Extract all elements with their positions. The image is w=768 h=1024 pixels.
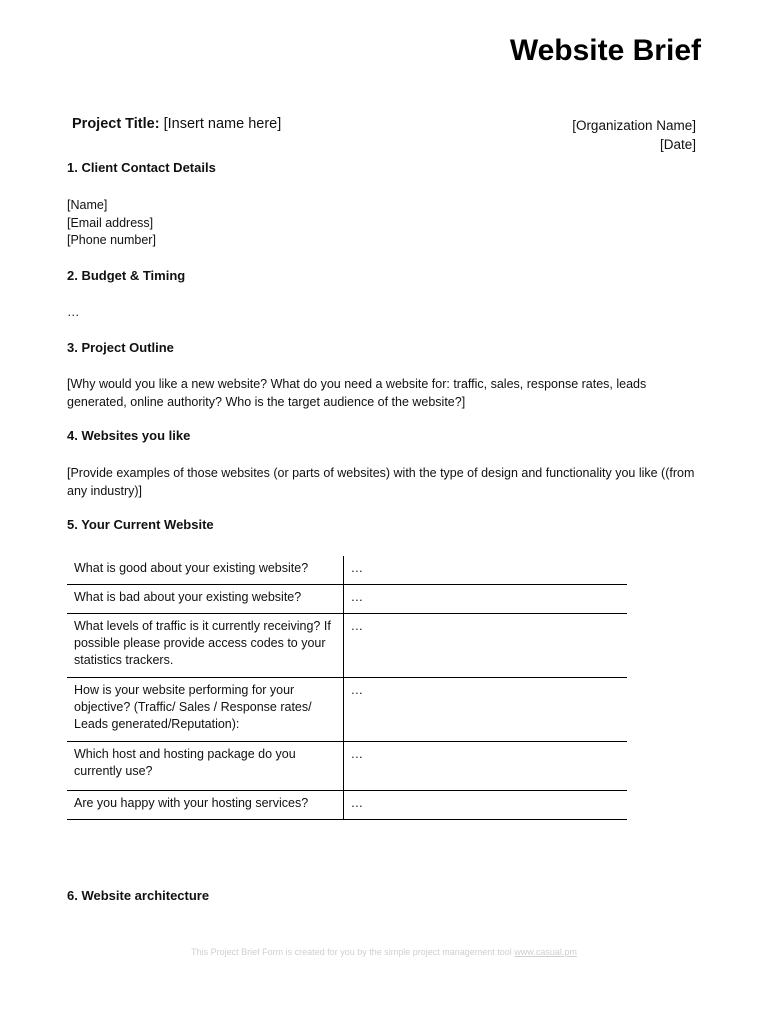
table-row	[67, 556, 627, 585]
table-question: How is your website performing for your objective? (Traffic/ Sales / Response rates/ Leads generated/Reputation):	[67, 678, 343, 742]
footer-text: This Project Brief Form is created for you by the simple project management tool	[191, 947, 512, 957]
organization-block	[572, 116, 696, 154]
table-row	[67, 585, 627, 614]
section-heading-client-contact: 1. Client Contact Details	[67, 160, 216, 175]
table-answer: …	[350, 561, 364, 575]
table-row	[67, 791, 627, 820]
table-question: What is bad about your existing website?	[67, 585, 343, 614]
table-answer: …	[350, 619, 364, 633]
table-answer: …	[350, 747, 364, 761]
section-heading-websites-you-like: 4. Websites you like	[67, 428, 191, 443]
document-date: [Date]	[659, 137, 696, 152]
project-title-line	[72, 116, 281, 132]
current-website-table	[67, 556, 627, 820]
document-title: Website Brief	[509, 34, 701, 67]
section-heading-current-website: 5. Your Current Website	[67, 517, 214, 532]
table-answer: …	[350, 590, 364, 604]
project-title-value: [Insert name here]	[163, 116, 282, 132]
table-answer: …	[350, 683, 364, 697]
organization-name: [Organization Name]	[572, 118, 696, 133]
table-row	[67, 678, 627, 742]
table-row	[67, 614, 627, 678]
table-question: What is good about your existing website?	[67, 556, 343, 585]
table-answer: …	[350, 796, 364, 810]
contact-phone: [Phone number]	[67, 233, 156, 247]
table-row	[67, 742, 627, 791]
section-heading-project-outline: 3. Project Outline	[67, 340, 174, 355]
footer-link[interactable]: www.casual.pm	[514, 947, 577, 957]
table-question: Which host and hosting package do you currently use?	[67, 742, 343, 791]
footer-note	[0, 947, 768, 957]
client-contact-details	[67, 197, 707, 250]
table-question: What levels of traffic is it currently receiving? If possible please provide access codes to your statistics trackers.	[67, 614, 343, 678]
websites-you-like-text: [Provide examples of those websites (or parts of websites) with the type of design and functionality you like ((from any industry)]	[67, 466, 695, 498]
section-heading-budget-timing: 2. Budget & Timing	[67, 268, 186, 283]
contact-email: [Email address]	[67, 215, 154, 230]
project-title-label: Project Title:	[72, 116, 160, 132]
contact-name: [Name]	[67, 198, 108, 212]
project-outline-text: [Why would you like a new website? What do you need a website for: traffic, sales, response rates, leads generated, online authority? Who is the target audience of the website?]	[67, 377, 647, 409]
section-heading-website-architecture: 6. Website architecture	[67, 888, 210, 903]
budget-timing-text: …	[67, 305, 80, 319]
table-question: Are you happy with your hosting services?	[67, 791, 343, 820]
